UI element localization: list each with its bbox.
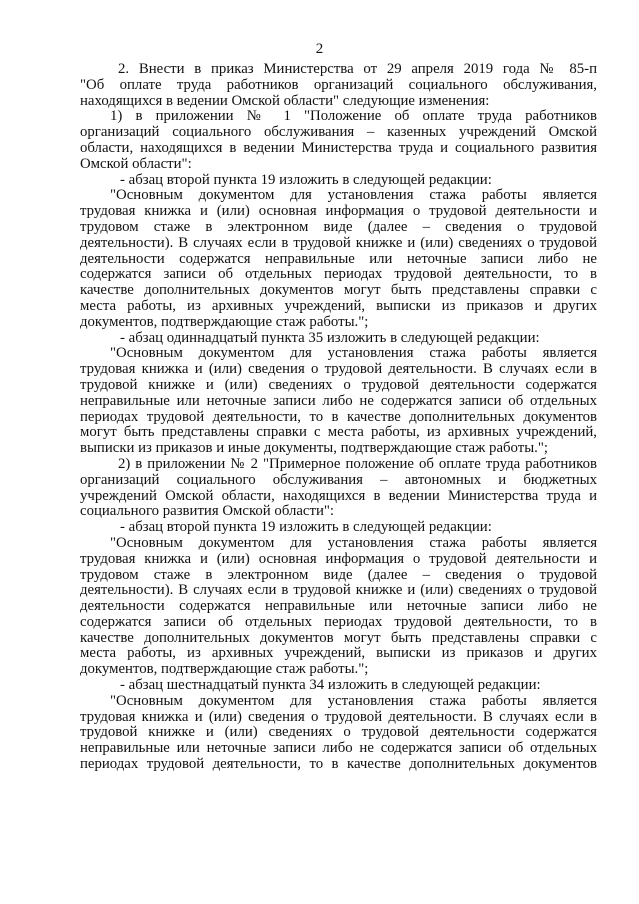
- text-line: периодах трудовой деятельности, то в качестве дополнительных документов: [80, 757, 597, 773]
- paragraph: [80, 188, 597, 330]
- text-line: "Основным документом для установления стажа работы является: [110, 346, 597, 362]
- paragraph: [80, 520, 597, 536]
- text-line: трудовой книжке и (или) сведениях о трудовой деятельности содержатся: [80, 377, 597, 393]
- text-line: содержатся записи об отдельных периодах трудовой деятельности, то в: [80, 267, 597, 283]
- text-line: трудовом стаже в электронном виде (далее – сведения о трудовой: [80, 219, 597, 235]
- text-line: организаций социального обслуживания – автономных и бюджетных: [80, 472, 597, 488]
- document-body: [80, 62, 597, 773]
- text-line: выписки из приказов и иные документы, подтверждающие стаж работы.";: [80, 441, 549, 457]
- text-line: Омской области":: [80, 156, 192, 172]
- text-line: качестве дополнительных документов могут быть представлены справки с: [80, 283, 597, 299]
- text-line: "Основным документом для установления стажа работы является: [110, 693, 597, 709]
- text-line: трудовая книжка и (или) основная информация о трудовой деятельности и: [80, 204, 597, 220]
- text-line: деятельности содержатся неправильные или неточные записи либо не: [80, 251, 597, 267]
- paragraph: [80, 62, 597, 109]
- text-line: качестве дополнительных документов могут быть представлены справки с: [80, 630, 597, 646]
- text-line: организаций социального обслуживания – казенных учреждений Омской: [80, 125, 597, 141]
- text-line: - абзац шестнадцатый пункта 34 изложить в следующей редакции:: [120, 678, 541, 694]
- text-line: социального развития Омской области":: [80, 504, 335, 520]
- paragraph: [80, 678, 597, 694]
- text-line: могут быть представлены справки с места работы, из архивных учреждений,: [80, 425, 597, 441]
- paragraph: [80, 346, 597, 457]
- page-number: 2: [315, 41, 324, 57]
- text-line: находящихся в ведении Омской области" следующие изменения:: [80, 93, 490, 109]
- text-line: 2) в приложении № 2 "Примерное положение об оплате труда работников: [118, 456, 597, 472]
- paragraph: [80, 331, 597, 347]
- text-line: деятельности содержатся неправильные или неточные записи либо не: [80, 599, 597, 615]
- text-line: 1) в приложении № 1 "Положение об оплате труда работников: [110, 109, 597, 125]
- text-line: трудовая книжка и (или) сведения о трудовой деятельности. В случаях если в: [80, 709, 597, 725]
- text-line: неправильные или неточные записи либо не содержатся записи об отдельных: [80, 741, 597, 757]
- text-line: трудовом стаже в электронном виде (далее – сведения о трудовой: [80, 567, 597, 583]
- text-line: - абзац второй пункта 19 изложить в следующей редакции:: [120, 172, 492, 188]
- paragraph: [80, 536, 597, 678]
- paragraph: [80, 173, 597, 189]
- text-line: "Об оплате труда работников организаций социального обслуживания,: [80, 77, 597, 93]
- paragraph: [80, 109, 597, 172]
- text-line: деятельности). В случаях если в трудовой книжке и (или) сведениях о трудовой: [80, 235, 597, 251]
- text-line: трудовая книжка и (или) основная информация о трудовой деятельности и: [80, 551, 597, 567]
- text-line: "Основным документом для установления стажа работы является: [110, 188, 597, 204]
- text-line: документов, подтверждающие стаж работы.";: [80, 314, 369, 330]
- text-line: содержатся записи об отдельных периодах трудовой деятельности, то в: [80, 614, 597, 630]
- text-line: трудовая книжка и (или) сведения о трудовой деятельности. В случаях если в: [80, 362, 597, 378]
- text-line: области, находящихся в ведении Министерства труда и социального развития: [80, 140, 597, 156]
- paragraph: [80, 457, 597, 520]
- text-line: 2. Внести в приказ Министерства от 29 апреля 2019 года № 85-п: [118, 62, 597, 77]
- text-line: документов, подтверждающие стаж работы.";: [80, 662, 369, 678]
- text-line: неправильные или неточные записи либо не содержатся записи об отдельных: [80, 393, 597, 409]
- text-line: места работы, из архивных учреждений, выписки из приказов и других: [80, 646, 597, 662]
- text-line: места работы, из архивных учреждений, выписки из приказов и других: [80, 298, 597, 314]
- text-line: "Основным документом для установления стажа работы является: [110, 535, 597, 551]
- text-line: деятельности). В случаях если в трудовой книжке и (или) сведениях о трудовой: [80, 583, 597, 599]
- text-line: - абзац второй пункта 19 изложить в следующей редакции:: [120, 520, 492, 536]
- text-line: периодах трудовой деятельности, то в качестве дополнительных документов: [80, 409, 597, 425]
- paragraph: [80, 694, 597, 773]
- text-line: учреждений Омской области, находящихся в ведении Министерства труда и: [80, 488, 597, 504]
- text-line: трудовой книжке и (или) сведениях о трудовой деятельности содержатся: [80, 725, 597, 741]
- text-line: - абзац одиннадцатый пункта 35 изложить в следующей редакции:: [120, 330, 540, 346]
